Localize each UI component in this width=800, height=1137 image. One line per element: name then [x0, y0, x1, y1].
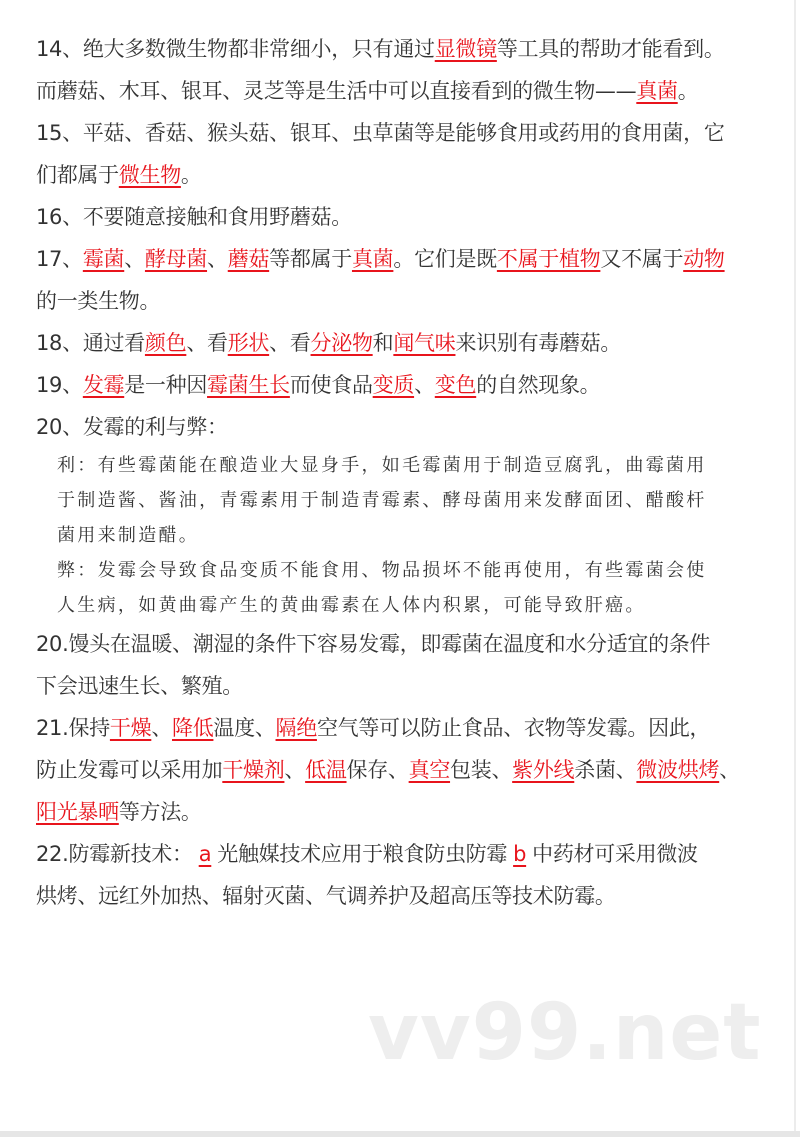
text-line [36, 791, 766, 833]
text-segment: 弊：发霉会导致食品变质不能食用、物品损坏不能再使用，有些霉菌会使 [57, 560, 707, 581]
paragraph [36, 28, 766, 112]
text-line [36, 70, 766, 112]
bottom-border [0, 1131, 800, 1137]
text-line [36, 322, 766, 364]
paragraph [36, 623, 766, 707]
text-segment: 、 [414, 373, 435, 397]
highlighted-term: 干燥 [109, 716, 152, 740]
text-segment: 14、绝大多数微生物都非常细小，只有通过 [36, 37, 435, 61]
text-segment: 保存、 [346, 758, 409, 782]
document-body [36, 28, 766, 917]
text-segment: 杀菌、 [574, 758, 637, 782]
text-segment: 和 [372, 331, 394, 355]
text-line [36, 665, 766, 707]
paragraph [36, 238, 766, 322]
text-line [36, 196, 766, 238]
text-line [36, 553, 766, 588]
text-segment: 、 [719, 758, 740, 782]
paragraph [36, 196, 766, 238]
text-segment: 而使食品 [289, 373, 373, 397]
text-line [36, 112, 766, 154]
highlighted-term: b [513, 842, 527, 866]
paragraph [36, 112, 766, 196]
paragraph [36, 322, 766, 364]
text-line [36, 448, 766, 483]
text-segment: 。 [677, 79, 699, 103]
highlighted-term: 形状 [227, 331, 270, 355]
highlighted-term: 真空 [408, 758, 451, 782]
highlighted-term: 变色 [434, 373, 477, 397]
text-segment: 、 [151, 716, 173, 740]
text-segment: 等工具的帮助才能看到。 [496, 37, 725, 61]
highlighted-term: 变质 [372, 373, 415, 397]
text-line [36, 28, 766, 70]
text-segment: 21.保持 [36, 716, 110, 740]
text-segment: 。 [180, 163, 202, 187]
text-segment: 烘烤、远红外加热、辐射灭菌、气调养护及超高压等技术防霉。 [36, 884, 616, 908]
text-segment: 菌用来制造醋。 [57, 525, 200, 546]
text-segment: 防止发霉可以采用加 [36, 758, 223, 782]
paragraph [36, 707, 766, 833]
text-line [36, 483, 766, 518]
text-segment: 温度、 [213, 716, 276, 740]
text-line [36, 623, 766, 665]
text-segment: 、 [124, 247, 145, 271]
highlighted-term: 干燥剂 [222, 758, 285, 782]
highlighted-term: 蘑菇 [227, 247, 270, 271]
text-line [36, 707, 766, 749]
text-segment: 利：有些霉菌能在酿造业大显身手，如毛霉菌用于制造豆腐乳，曲霉菌用 [57, 455, 707, 476]
highlighted-term: 低温 [305, 758, 347, 782]
text-segment: 20.馒头在温暖、潮湿的条件下容易发霉，即霉菌在温度和水分适宜的条件 [36, 632, 711, 656]
text-line [36, 588, 766, 623]
highlighted-term: 动物 [683, 247, 725, 271]
text-segment: 人生病，如黄曲霉产生的黄曲霉素在人体内积累，可能导致肝癌。 [57, 595, 646, 616]
highlighted-term: 显微镜 [434, 37, 497, 61]
highlighted-term: 微波烘烤 [636, 758, 720, 782]
highlighted-term: 阳光暴晒 [36, 800, 119, 824]
highlighted-term: 真菌 [636, 79, 678, 103]
highlighted-term: 分泌物 [310, 331, 373, 355]
watermark: vv99.net [368, 988, 762, 1078]
text-segment: 等都属于 [269, 247, 352, 271]
text-line [36, 518, 766, 553]
text-segment: 、 [207, 247, 228, 271]
highlighted-term: 颜色 [144, 331, 187, 355]
text-segment: 空气等可以防止食品、衣物等发霉。因此， [316, 716, 711, 740]
text-segment: 、 [284, 758, 306, 782]
highlighted-term: 真菌 [351, 247, 394, 271]
text-segment: 的一类生物。 [36, 289, 161, 313]
text-line [36, 749, 766, 791]
text-line [36, 833, 766, 875]
text-segment: 、看 [186, 331, 228, 355]
text-segment: 于制造酱、酱油，青霉素用于制造青霉素、酵母菌用来发酵面团、醋酸杆 [57, 490, 707, 511]
text-segment: 15、平菇、香菇、猴头菇、银耳、虫草菌等是能够食用或药用的食用菌，它 [36, 121, 725, 145]
text-segment: 的自然现象。 [476, 373, 601, 397]
highlighted-term: 霉菌 [82, 247, 125, 271]
text-segment: 18、通过看 [36, 331, 145, 355]
highlighted-term: 微生物 [118, 163, 181, 187]
text-line [36, 406, 766, 448]
sub-paragraph [36, 448, 766, 623]
text-segment: 等方法。 [118, 800, 202, 824]
text-segment: 、看 [269, 331, 311, 355]
text-segment: 又不属于 [600, 247, 684, 271]
highlighted-term: 降低 [172, 716, 214, 740]
text-segment: 20、发霉的利与弊： [36, 415, 228, 439]
highlighted-term: 隔绝 [275, 716, 317, 740]
text-segment: 而蘑菇、木耳、银耳、灵芝等是生活中可以直接看到的微生物—— [36, 79, 637, 103]
paragraph [36, 833, 766, 917]
highlighted-term: 酵母菌 [144, 247, 208, 271]
text-segment: 19、 [36, 373, 83, 397]
text-segment: 22.防霉新技术： [36, 842, 193, 866]
text-line [36, 280, 766, 322]
paragraph [36, 364, 766, 406]
paragraph [36, 406, 766, 448]
text-segment: 光触媒技术应用于粮食防虫防霉 [217, 842, 508, 866]
text-segment: 17、 [36, 247, 83, 271]
highlighted-term: 发霉 [82, 373, 125, 397]
text-segment: 来识别有毒蘑菇。 [455, 331, 622, 355]
text-segment: 包装、 [450, 758, 513, 782]
text-segment: 下会迅速生长、繁殖。 [36, 674, 243, 698]
text-segment: 。它们是既 [393, 247, 497, 271]
right-border [794, 0, 796, 1137]
text-segment: 是一种因 [124, 373, 208, 397]
text-segment: 16、不要随意接触和食用野蘑菇。 [36, 205, 352, 229]
highlighted-term: 闻气味 [393, 331, 456, 355]
text-line [36, 238, 766, 280]
text-segment: 中药材可采用微波 [532, 842, 698, 866]
highlighted-term: 霉菌生长 [207, 373, 290, 397]
text-line [36, 364, 766, 406]
text-segment: 们都属于 [36, 163, 119, 187]
highlighted-term: a [198, 842, 212, 866]
text-line [36, 875, 766, 917]
text-line [36, 154, 766, 196]
highlighted-term: 紫外线 [512, 758, 575, 782]
highlighted-term: 不属于植物 [496, 247, 601, 271]
